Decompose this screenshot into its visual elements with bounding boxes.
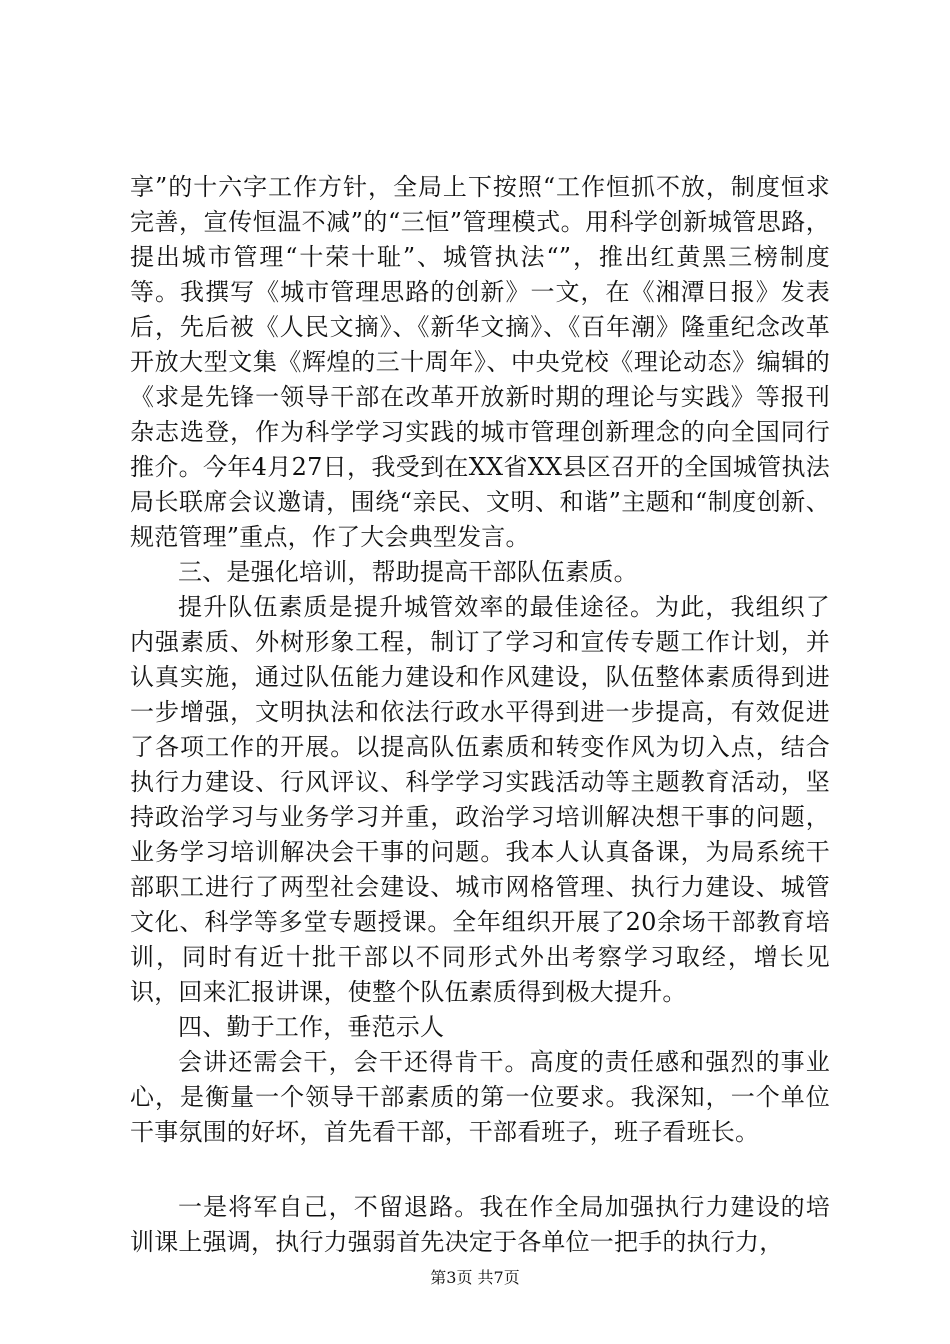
page-number-footer: 第3页 共7页 (430, 1268, 520, 1287)
paragraph-spacer (130, 1150, 830, 1190)
document-body (130, 170, 830, 1260)
section-heading-four: 四、勤于工作，垂范示人 (178, 1013, 445, 1041)
paragraph-diligence: 会讲还需会干，会干还得肯干。高度的责任感和强烈的事业心，是衡量一个领导干部素质的第一位要求。我深知，一个单位干事氛围的好坏，首先看干部，干部看班子，班子看班长。 (130, 1048, 830, 1146)
section-heading-three: 三、是强化培训，帮助提高干部队伍素质。 (178, 558, 638, 586)
paragraph-continuation: 享”的十六字工作方针，全局上下按照“工作恒抓不放，制度恒求完善，宣传恒温不减”的“三恒”管理模式。用科学创新城管思路，提出城市管理“十荣十耻”、城管执法“”，推出红黄黑三榜制度等。我撰写《城市管理思路的创新》一文，在《湘潭日报》发表后，先后被《人民文摘》、《新华文摘》、《百年潮》隆重纪念改革开放大型文集《辉煌的三十周年》、中央党校《理论动态》编辑的《求是先锋一领导干部在改革开放新时期的理论与实践》等报刊杂志选登，作为科学学习实践的城市管理创新理念的向全国同行推介。今年4月27日，我受到在XX省XX县区召开的全国城管执法局长联席会议邀请，围绕“亲民、文明、和谐”主题和“制度创新、规范管理”重点，作了大会典型发言。 (130, 173, 830, 551)
paragraph-leadership: 一是将军自己，不留退路。我在作全局加强执行力建设的培训课上强调，执行力强弱首先决定于各单位一把手的执行力， (130, 1193, 830, 1256)
paragraph-training: 提升队伍素质是提升城管效率的最佳途径。为此，我组织了内强素质、外树形象工程，制订了学习和宣传专题工作计划，并认真实施，通过队伍能力建设和作风建设，队伍整体素质得到进一步增强，文明执法和依法行政水平得到进一步提高，有效促进了各项工作的开展。以提高队伍素质和转变作风为切入点，结合执行力建设、行风评议、科学学习实践活动等主题教育活动，坚持政治学习与业务学习并重，政治学习培训解决想干事的问题，业务学习培训解决会干事的问题。我本人认真备课，为局系统干部职工进行了两型社会建设、城市网格管理、执行力建设、城管文化、科学等多堂专题授课。全年组织开展了20余场干部教育培训，同时有近十批干部以不同形式外出考察学习取经，增长见识，回来汇报讲课，使整个队伍素质得到极大提升。 (130, 593, 830, 1006)
